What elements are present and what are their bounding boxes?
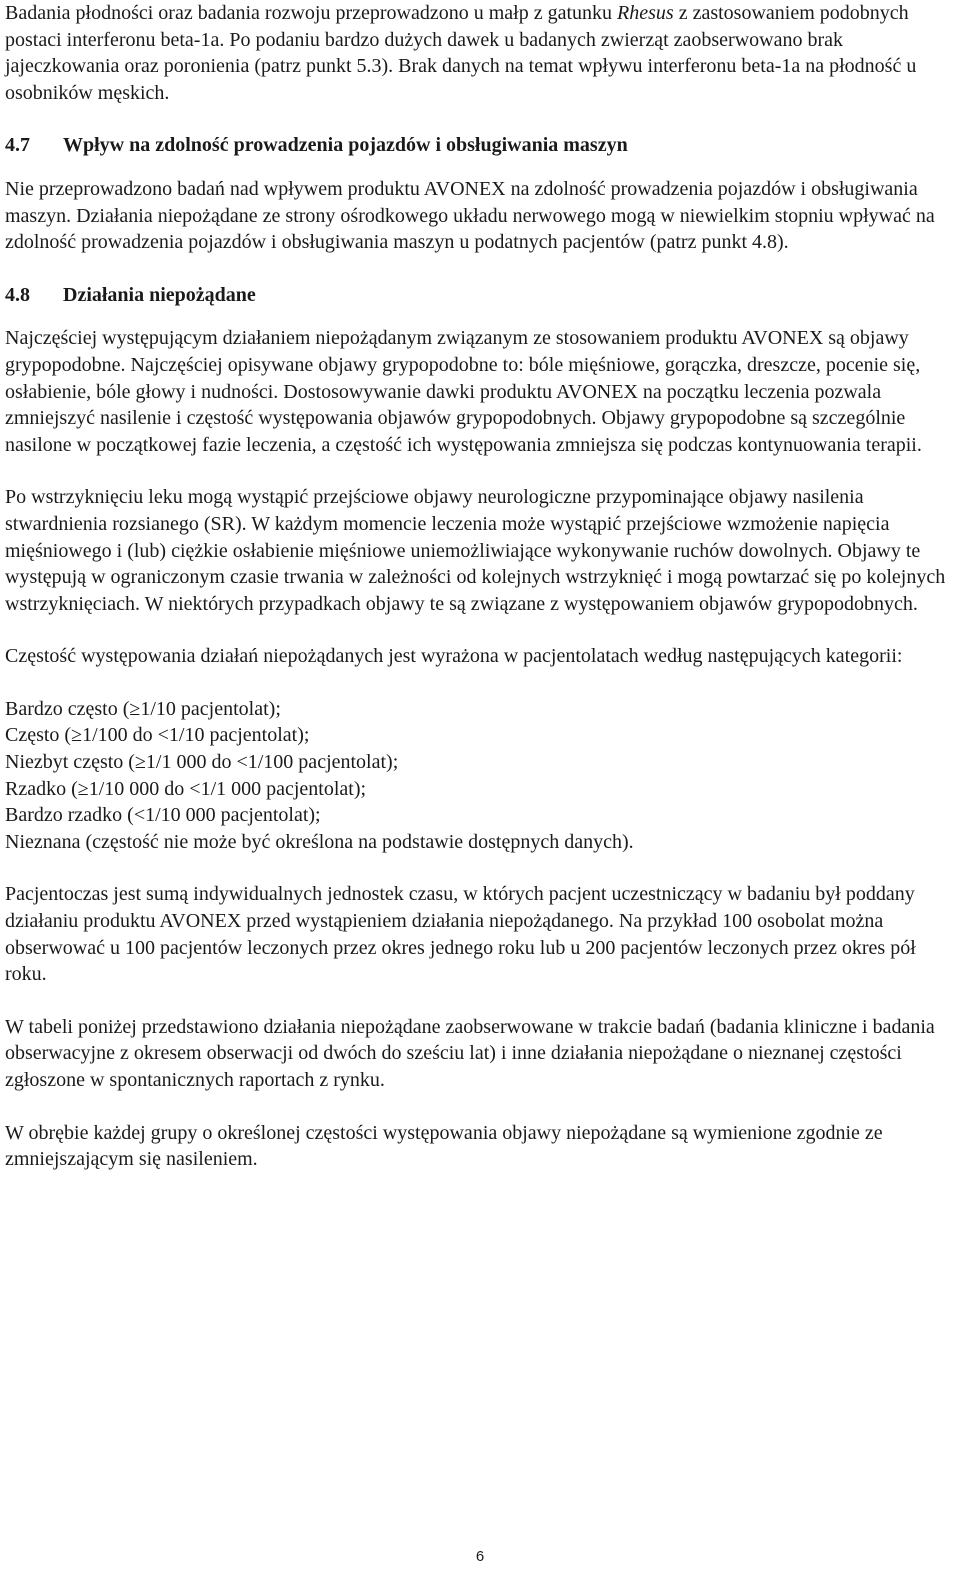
list-item: Rzadko (≥1/10 000 do <1/1 000 pacjentolat); bbox=[5, 777, 367, 800]
section-4-8-paragraph-4: Pacjentoczas jest sumą indywidualnych jednostek czasu, w których pacjent uczestniczący w badaniu był poddany działaniu produktu AVONEX przed wystąpieniem działania niepożądanego. Na przykład 100 osobolat można obserwować u 100 pacjentów leczonych przez okres jednego roku lub u 200 pacjentów leczonych przez okres pół roku. bbox=[5, 883, 916, 986]
section-4-7-heading bbox=[5, 132, 953, 159]
section-4-8-paragraph-3: Częstość występowania działań niepożądanych jest wyrażona w pacjentolatach według następujących kategorii: bbox=[5, 645, 903, 668]
section-title: Wpływ na zdolność prowadzenia pojazdów i obsługiwania maszyn bbox=[63, 134, 628, 157]
page-number: 6 bbox=[475, 1548, 485, 1565]
list-item: Nieznana (częstość nie może być określona na podstawie dostępnych danych). bbox=[5, 830, 634, 853]
intro-paragraph bbox=[5, 0, 953, 106]
intro-text-start: Badania płodności oraz badania rozwoju przeprowadzono u małp z gatunku bbox=[5, 2, 618, 24]
list-item: Bardzo rzadko (<1/10 000 pacjentolat); bbox=[5, 804, 321, 827]
section-4-7-body: Nie przeprowadzono badań nad wpływem produktu AVONEX na zdolność prowadzenia pojazdów i obsługiwania maszyn. Działania niepożądane ze strony ośrodkowego układu nerwowego mogą w niewielkim stopniu wpływać na zdolność prowadzenia pojazdów i obsługiwania maszyn u podatnych pacjentów (patrz punkt 4.8). bbox=[5, 177, 935, 254]
section-4-8-heading bbox=[5, 282, 953, 309]
section-4-8-paragraph-5: W tabeli poniżej przedstawiono działania niepożądane zaobserwowane w trakcie badań (badania kliniczne i badania obserwacyjne z okresem obserwacji od dwóch do sześciu lat) i inne działania niepożądane o nieznanej częstości zgłoszone w spontanicznych raportach z rynku. bbox=[5, 1015, 935, 1091]
section-4-8-paragraph-1: Najczęściej występującym działaniem niepożądanym związanym ze stosowaniem produktu AVONEX są objawy grypopodobne. Najczęściej opisywane objawy grypopodobne to: bóle mięśniowe, gorączka, dreszcze, pocenie się, osłabienie, bóle głowy i nudności. Dostosowywanie dawki produktu AVONEX na początku leczenia pozwala zmniejszyć nasilenie i częstość występowania objawów grypopodobnych. Objawy grypopodobne są szczególnie nasilone w początkowej fazie leczenia, a częstość ich występowania zmniejsza się podczas kontynuowania terapii. bbox=[5, 327, 922, 456]
section-4-8-paragraph-2: Po wstrzyknięciu leku mogą wystąpić przejściowe objawy neurologiczne przypominające objawy nasilenia stwardnienia rozsianego (SR). W każdym momencie leczenia może wystąpić przejściowe wzmożenie napięcia mięśniowego i (lub) ciężkie osłabienie mięśniowe uniemożliwiające wykonywanie ruchów dowolnych. Objawy te występują w ograniczonym czasie trwania w zależności od kolejnych wstrzyknięć i mogą powtarzać się po kolejnych wstrzyknięciach. W niektórych przypadkach objawy te są związane z występowaniem objawów grypopodobnych. bbox=[5, 486, 946, 615]
species-name: Rhesus bbox=[617, 2, 674, 24]
section-title: Działania niepożądane bbox=[63, 283, 256, 306]
intro-text-end: z zastosowaniem podobnych postaci interferonu beta-1a. Po podaniu bardzo dużych dawek u badanych zwierząt zaobserwowano brak jajeczkowania oraz poronienia (patrz punkt 5.3). Brak danych na temat wpływu interferonu beta-1a na płodność u osobników męskich. bbox=[5, 2, 917, 104]
document-page bbox=[5, 0, 953, 1173]
frequency-categories-list bbox=[5, 696, 953, 856]
list-item: Bardzo często (≥1/10 pacjentolat); bbox=[5, 697, 281, 720]
section-4-8-paragraph-6: W obrębie każdej grupy o określonej częstości występowania objawy niepożądane są wymienione zgodnie ze zmniejszającym się nasileniem. bbox=[5, 1121, 883, 1171]
list-item: Niezbyt często (≥1/1 000 do <1/100 pacjentolat); bbox=[5, 751, 399, 774]
section-number: 4.7 bbox=[5, 134, 30, 157]
section-number: 4.8 bbox=[5, 283, 30, 306]
list-item: Często (≥1/100 do <1/10 pacjentolat); bbox=[5, 724, 310, 747]
